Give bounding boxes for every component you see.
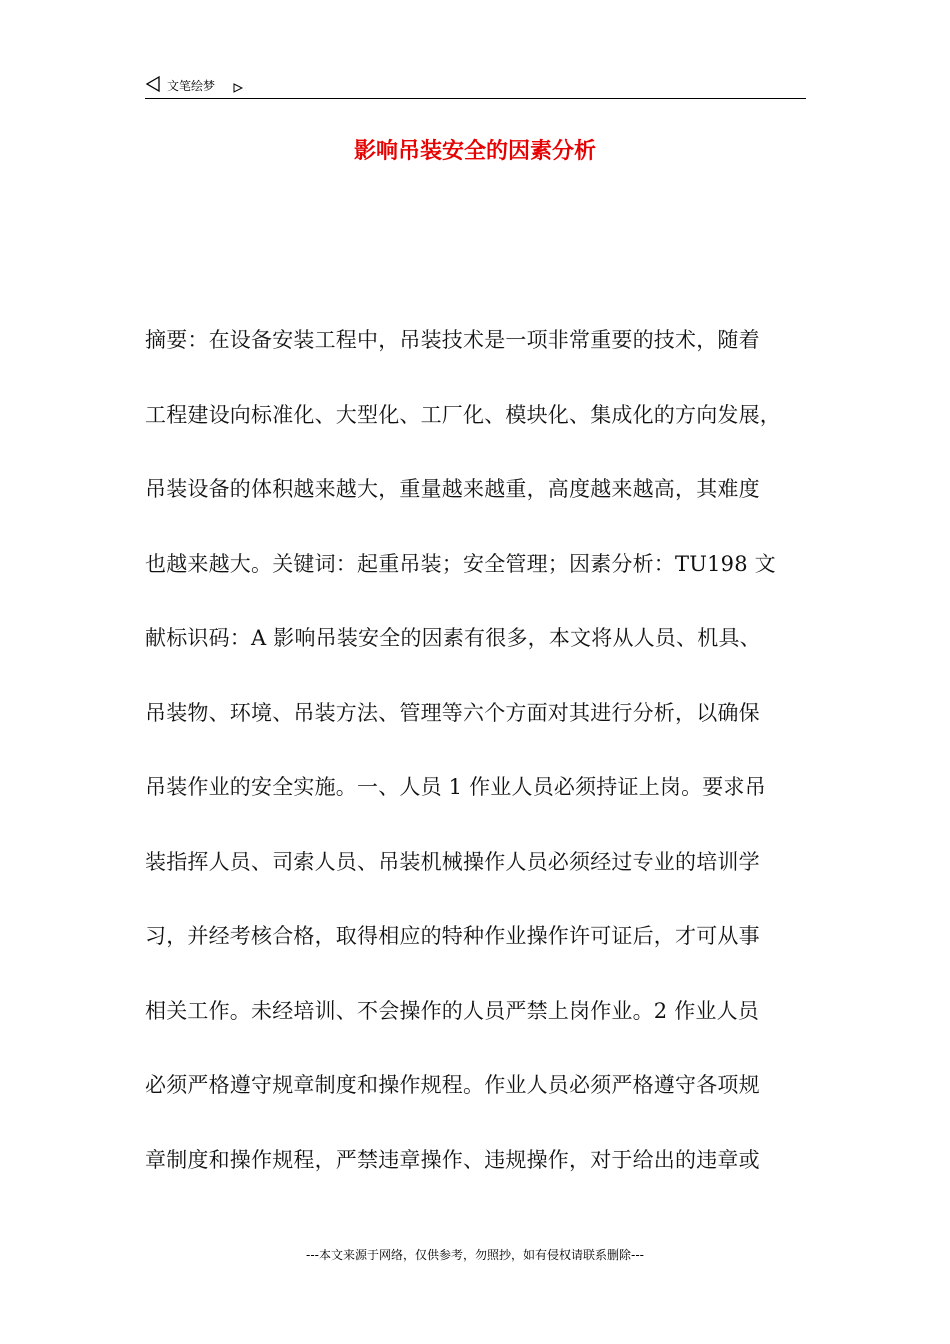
body-line: 装指挥人员、司索人员、吊装机械操作人员必须经过专业的培训学	[145, 849, 760, 874]
body-line: 必须严格遵守规章制度和操作规程。作业人员必须严格遵守各项规	[145, 1073, 760, 1097]
page-header	[145, 74, 806, 99]
header-label: 文笔绘梦	[167, 79, 216, 93]
footer-disclaimer: ---本文来源于网络，仅供参考，勿照抄，如有侵权请联系删除---	[306, 1248, 644, 1262]
body-line: 献标识码：A 影响吊装安全的因素有很多，本文将从人员、机具、	[145, 626, 761, 650]
body-line: 吊装物、环境、吊装方法、管理等六个方面对其进行分析，以确保	[145, 700, 760, 725]
body-line: 吊装设备的体积越来越大，重量越来越重，高度越来越高，其难度	[145, 477, 760, 501]
document-body	[145, 320, 809, 1214]
body-line: 也越来越大。关键词：起重吊装；安全管理；因素分析：TU198 文	[145, 551, 776, 576]
body-line: 摘要：在设备安装工程中，吊装技术是一项非常重要的技术，随着	[145, 328, 760, 352]
body-line: 习，并经考核合格，取得相应的特种作业操作许可证后，才可从事	[145, 924, 760, 948]
triangle-right-outline-icon	[233, 78, 243, 88]
document-title: 影响吊装安全的因素分析	[353, 139, 596, 164]
body-line: 章制度和操作规程，严禁违章操作、违规操作，对于给出的违章或	[145, 1147, 760, 1172]
body-line: 吊装作业的安全实施。一、人员 1 作业人员必须持证上岗。要求吊	[145, 775, 766, 799]
triangle-left-outline-icon	[145, 76, 161, 92]
body-line: 相关工作。未经培训、不会操作的人员严禁上岗作业。2 作业人员	[145, 998, 760, 1023]
body-line: 工程建设向标准化、大型化、工厂化、模块化、集成化的方向发展，	[145, 402, 781, 427]
